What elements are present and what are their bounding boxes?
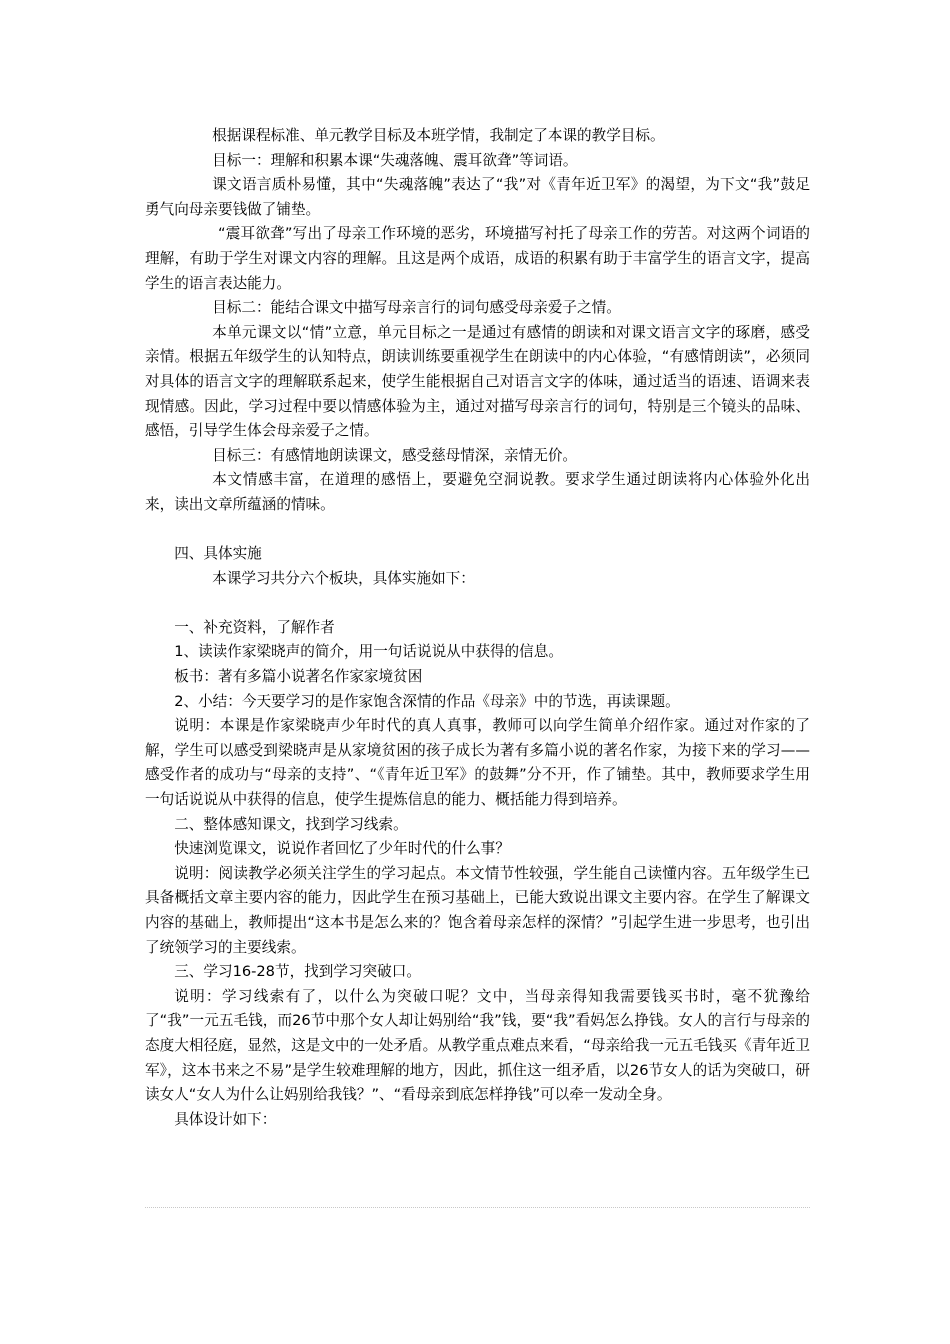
explanation-paragraph: 说明：阅读教学必须关注学生的学习起点。本文情节性较强，学生能自己读懂内容。五年级学生已具备概括文章主要内容的能力，因此学生在预习基础上，已能大致说出课文主要内容。在学生了解课文内容的基础上，教师提出“这本书是怎么来的？饱含着母亲怎样的深情？”引起学生进一步思考，也引出了统领学习的主要线索。 [145,864,810,956]
paragraph: 目标二：能结合课文中描写母亲言行的词句感受母亲爱子之情。 [212,299,621,317]
paragraph: 根据课程标准、单元教学目标及本班学情，我制定了本课的教学目标。 [212,127,665,144]
page-bottom-rule [145,1207,810,1208]
step-heading: 三、学习16-28节，找到学习突破口。 [174,963,421,981]
explanation-paragraph: 说明：学习线索有了，以什么为突破口呢？文中，当母亲得知我需要钱买书时，毫不犹豫给了“我”一元五毛钱，而26节中那个女人却让妈别给“我”钱，要“我”看妈怎么挣钱。女人的言行与母亲的态度大相径庭，显然，这是文中的一处矛盾。从教学重点难点来看，“母亲给我一元五毛钱买《青年近卫军》，这本书来之不易”是学生较难理解的地方，因此，抓住这一组矛盾，以26节女人的话为突破口，研读女人“女人为什么让妈别给我钱？”、“看母亲到底怎样挣钱”可以牵一发动全身。 [145,987,810,1104]
blank-line [145,591,810,616]
paragraph: 具体设计如下： [174,1110,277,1128]
paragraph: 本文情感丰富，在道理的感悟上，要避免空洞说教。要求学生通过朗读将内心体验外化出来，读出文章所蕴涵的情味。 [145,471,810,513]
step-heading: 二、整体感知课文，找到学习线索。 [174,815,408,833]
explanation-paragraph: 说明：本课是作家梁晓声少年时代的真人真事，教师可以向学生简单介绍作家。通过对作家的了解，学生可以感受到梁晓声是从家境贫困的孩子成长为著有多篇小说的著名作家，为接下来的学习——感受作者的成功与“母亲的支持”、“《青年近卫军》的鼓舞”分不开，作了铺垫。其中，教师要求学生用一句话说说从中获得的信息，使学生提炼信息的能力、概括能力得到培养。 [145,717,810,809]
paragraph: 2、小结：今天要学习的是作家饱含深情的作品《母亲》中的节选，再读课题。 [174,692,680,710]
paragraph: 课文语言质朴易懂，其中“失魂落魄”表达了“我”对《青年近卫军》的渴望，为下文“我”鼓足勇气向母亲要钱做了铺垫。 [145,176,810,218]
document-body [145,124,810,1132]
paragraph: 本课学习共分六个板块，具体实施如下： [212,569,475,587]
paragraph: 目标三：有感情地朗读课文，感受慈母情深，亲情无价。 [212,446,578,464]
section-heading: 四、具体实施 [174,545,262,563]
paragraph: 本单元课文以“情”立意，单元目标之一是通过有感情的朗读和对课文语言文字的琢磨，感受亲情。根据五年级学生的认知特点，朗读训练要重视学生在朗读中的内心体验，“有感情朗读”，必须同对具体的语言文字的理解联系起来，使学生能根据自己对语言文字的体味，通过适当的语速、语调来表现情感。因此，学习过程中要以情感体验为主，通过对描写母亲言行的词句，特别是三个镜头的品味、感悟，引导学生体会母亲爱子之情。 [145,323,810,440]
step-heading: 一、补充资料，了解作者 [174,618,335,636]
paragraph: 1、读读作家梁晓声的简介，用一句话说说从中获得的信息。 [174,643,563,661]
blank-line [145,518,810,543]
paragraph: “震耳欲聋”写出了母亲工作环境的恶劣，环境描写衬托了母亲工作的劳苦。对这两个词语的理解，有助于学生对课文内容的理解。且这是两个成语，成语的积累有助于丰富学生的语言文字，提高学生的语言表达能力。 [145,225,810,292]
paragraph: 快速浏览课文，说说作者回忆了少年时代的什么事？ [174,840,510,858]
paragraph: 目标一：理解和积累本课“失魂落魄、震耳欲聋”等词语。 [212,151,578,169]
paragraph: 板书：著有多篇小说著名作家家境贫困 [174,668,423,686]
